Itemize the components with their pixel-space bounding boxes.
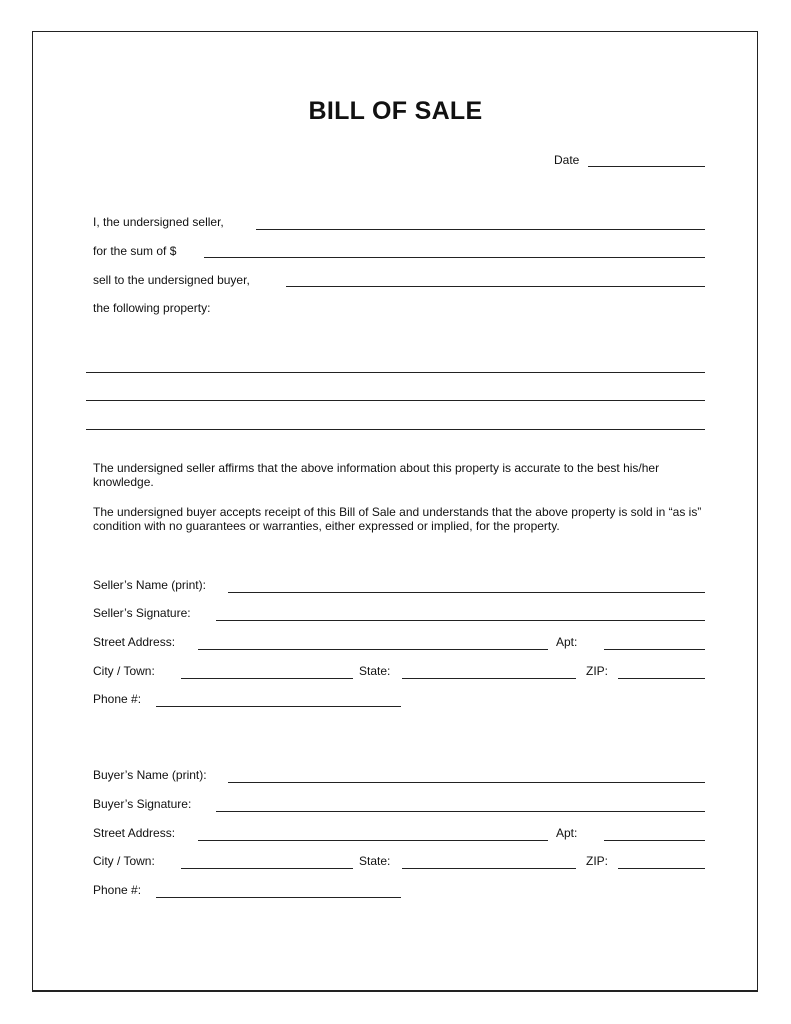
buyer-phone-line[interactable]: [156, 897, 401, 898]
seller-city-label: City / Town:: [93, 664, 155, 678]
document-title: BILL OF SALE: [308, 97, 483, 125]
seller-signature-label: Seller’s Signature:: [93, 606, 191, 620]
buyer-intro-line[interactable]: [286, 286, 705, 287]
seller-affirmation-paragraph: The undersigned seller affirms that the above information about this property is accurate to the best his/her knowledge.: [93, 461, 660, 489]
seller-city-line[interactable]: [181, 678, 353, 679]
property-line[interactable]: [86, 400, 705, 401]
buyer-signature-label: Buyer’s Signature:: [93, 797, 192, 811]
seller-phone-label: Phone #:: [93, 692, 142, 706]
property-line[interactable]: [86, 429, 705, 430]
seller-apt-line[interactable]: [604, 649, 705, 650]
buyer-acceptance-paragraph: The undersigned buyer accepts receipt of this Bill of Sale and understands that the above property is sold in “as is” condition with no guarantees or warranties, either expressed or implied, for the property.: [93, 505, 702, 533]
seller-zip-label: ZIP:: [586, 664, 609, 678]
seller-phone-line[interactable]: [156, 706, 401, 707]
property-line[interactable]: [86, 372, 705, 373]
buyer-zip-line[interactable]: [618, 868, 705, 869]
buyer-street-label: Street Address:: [93, 826, 176, 840]
buyer-name-line[interactable]: [228, 782, 705, 783]
buyer-city-line[interactable]: [181, 868, 353, 869]
buyer-apt-label: Apt:: [556, 826, 578, 840]
buyer-state-line[interactable]: [402, 868, 576, 869]
buyer-zip-label: ZIP:: [586, 854, 609, 868]
buyer-state-label: State:: [359, 854, 391, 868]
sum-label: for the sum of $: [93, 244, 177, 258]
buyer-signature-line[interactable]: [216, 811, 705, 812]
buyer-intro-label: sell to the undersigned buyer,: [93, 273, 250, 287]
seller-state-line[interactable]: [402, 678, 576, 679]
buyer-city-label: City / Town:: [93, 854, 155, 868]
seller-apt-label: Apt:: [556, 635, 578, 649]
date-label: Date: [554, 153, 580, 167]
seller-name-line[interactable]: [228, 592, 705, 593]
seller-name-label: Seller’s Name (print):: [93, 578, 206, 592]
property-label: the following property:: [93, 301, 211, 315]
seller-street-line[interactable]: [198, 649, 548, 650]
seller-intro-label: I, the undersigned seller,: [93, 215, 224, 229]
seller-signature-line[interactable]: [216, 620, 705, 621]
seller-street-label: Street Address:: [93, 635, 176, 649]
buyer-apt-line[interactable]: [604, 840, 705, 841]
seller-intro-line[interactable]: [256, 229, 705, 230]
seller-zip-line[interactable]: [618, 678, 705, 679]
buyer-street-line[interactable]: [198, 840, 548, 841]
buyer-phone-label: Phone #:: [93, 883, 142, 897]
buyer-name-label: Buyer’s Name (print):: [93, 768, 207, 782]
seller-state-label: State:: [359, 664, 391, 678]
sum-line[interactable]: [204, 257, 705, 258]
date-line[interactable]: [588, 166, 705, 167]
